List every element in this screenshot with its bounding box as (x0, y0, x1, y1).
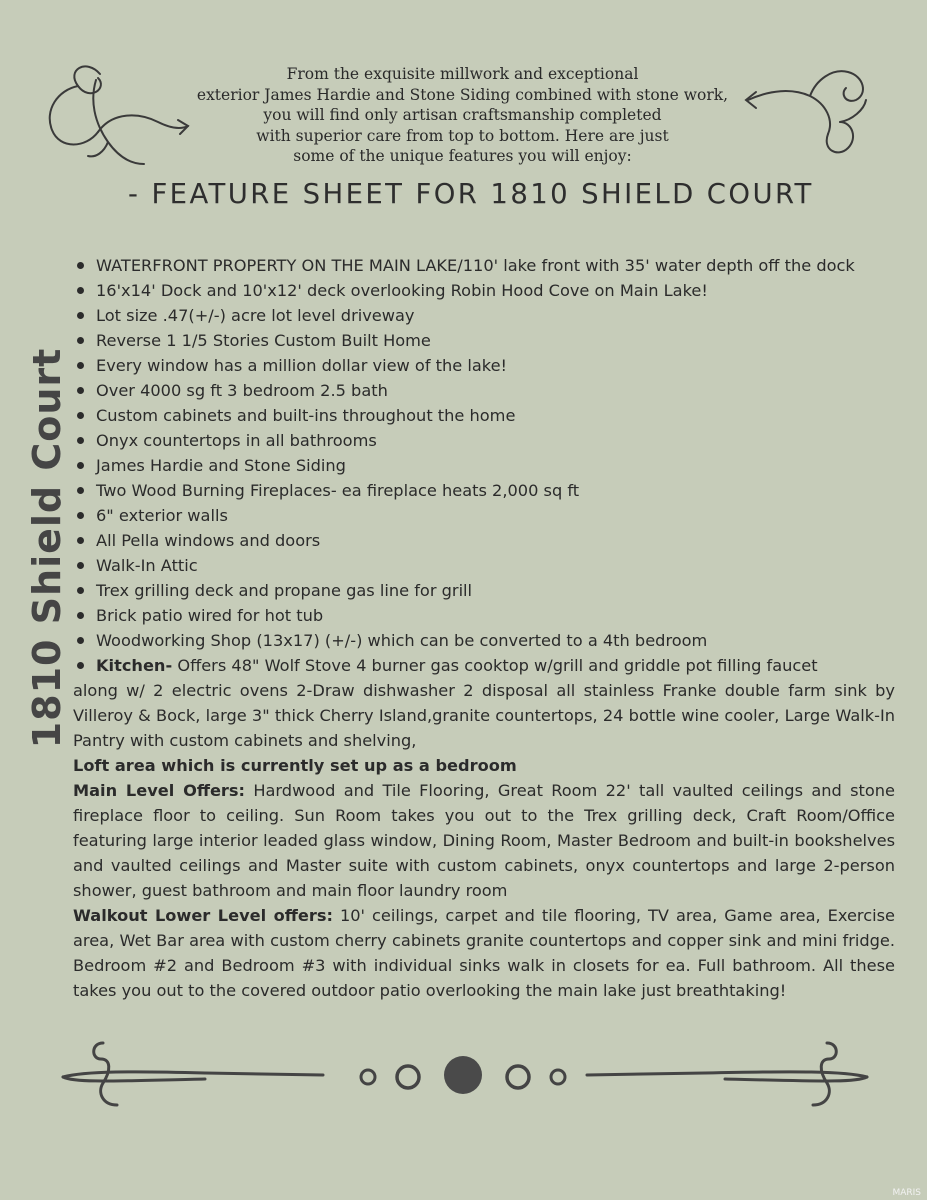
intro-text (180, 64, 745, 167)
feature-item: Trex grilling deck and propane gas line for grill (73, 578, 895, 603)
feature-item: Lot size .47(+/-) acre lot level driveway (73, 303, 895, 328)
feature-item: James Hardie and Stone Siding (73, 453, 895, 478)
main-level-paragraph (73, 778, 895, 903)
right-swirl-arrow-ornament (742, 60, 877, 160)
medium-ring (397, 1066, 419, 1088)
feature-item: Brick patio wired for hot tub (73, 603, 895, 628)
intro-line: you will find only artisan craftsmanship completed (263, 106, 662, 124)
main-level-label: Main Level Offers: (73, 781, 246, 800)
feature-item: Onyx countertops in all bathrooms (73, 428, 895, 453)
intro-line: exterior James Hardie and Stone Siding combined with stone work, (196, 85, 729, 104)
intro-line: From the exquisite millwork and exceptional (286, 65, 639, 83)
center-dot (444, 1056, 482, 1094)
kitchen-text: along w/ 2 electric ovens 2-Draw dishwasher 2 disposal all stainless Franke double farm sink by Villeroy & Bock, large 3" thick Cherry Island,granite countertops, 24 bottle wine cooler, Large Walk-In Pantry with custom cabinets and shelving, (73, 681, 895, 750)
feature-item: Reverse 1 1/5 Stories Custom Built Home (73, 328, 895, 353)
bottom-divider-ornament (55, 1035, 875, 1115)
feature-item: Walk-In Attic (73, 553, 895, 578)
kitchen-first-line (73, 653, 895, 678)
side-address-title: 1810 Shield Court (25, 347, 69, 749)
kitchen-first-line-text: Offers 48" Wolf Stove 4 burner gas cooktop w/grill and griddle pot filling faucet (177, 656, 818, 675)
intro-line: with superior care from top to bottom. Here are just (256, 126, 669, 145)
loft-line (73, 753, 895, 778)
kitchen-paragraph (73, 653, 895, 753)
small-ring (551, 1070, 565, 1084)
left-swirl-arrow-ornament (38, 60, 198, 175)
features-section (73, 253, 895, 1003)
lower-level-text: 10' ceilings, carpet and tile flooring, TV area, Game area, Exercise area, Wet Bar area with custom cherry cabinets granite countertops and copper sink and mini fridge. Bedroom #2 and Bedroom #3 with individual sinks walk in closets for ea. Full bathroom. All these takes you out to the covered outdoor patio overlooking the main lake just breathtaking! (73, 906, 895, 1000)
main-level-text: Hardwood and Tile Flooring, Great Room 22' tall vaulted ceilings and stone fireplace floor to ceiling. Sun Room takes you out to the Trex grilling deck, Craft Room/Office featuring large interior leaded glass window, Dining Room, Master Bedroom and built-in bookshelves and vaulted ceilings and Master suite with custom cabinets, onyx countertops and large 2-person shower, guest bathroom and main floor laundry room (73, 781, 895, 900)
feature-item: Every window has a million dollar view of the lake! (73, 353, 895, 378)
bullet-dot (77, 662, 84, 669)
small-ring (361, 1070, 375, 1084)
intro-line: some of the unique features you will enjoy: (293, 147, 632, 165)
watermark: MARIS (892, 1188, 921, 1198)
feature-item: Woodworking Shop (13x17) (+/-) which can be converted to a 4th bedroom (73, 628, 895, 653)
feature-list (73, 253, 895, 653)
feature-item: Over 4000 sg ft 3 bedroom 2.5 bath (73, 378, 895, 403)
feature-item: All Pella windows and doors (73, 528, 895, 553)
medium-ring (507, 1066, 529, 1088)
feature-item: 6" exterior walls (73, 503, 895, 528)
lower-level-paragraph (73, 903, 895, 1003)
kitchen-label: Kitchen- (96, 656, 173, 675)
feature-item: Custom cabinets and built-ins throughout the home (73, 403, 895, 428)
lower-level-label: Walkout Lower Level offers: (73, 906, 333, 925)
feature-item: 16'x14' Dock and 10'x12' deck overlooking Robin Hood Cove on Main Lake! (73, 278, 895, 303)
feature-item: Two Wood Burning Fireplaces- ea fireplace heats 2,000 sq ft (73, 478, 895, 503)
feature-item: WATERFRONT PROPERTY ON THE MAIN LAKE/110' lake front with 35' water depth off the dock (73, 253, 895, 278)
loft-text: Loft area which is currently set up as a bedroom (73, 756, 517, 775)
feature-sheet-title: - FEATURE SHEET FOR 1810 SHIELD COURT (128, 178, 814, 210)
